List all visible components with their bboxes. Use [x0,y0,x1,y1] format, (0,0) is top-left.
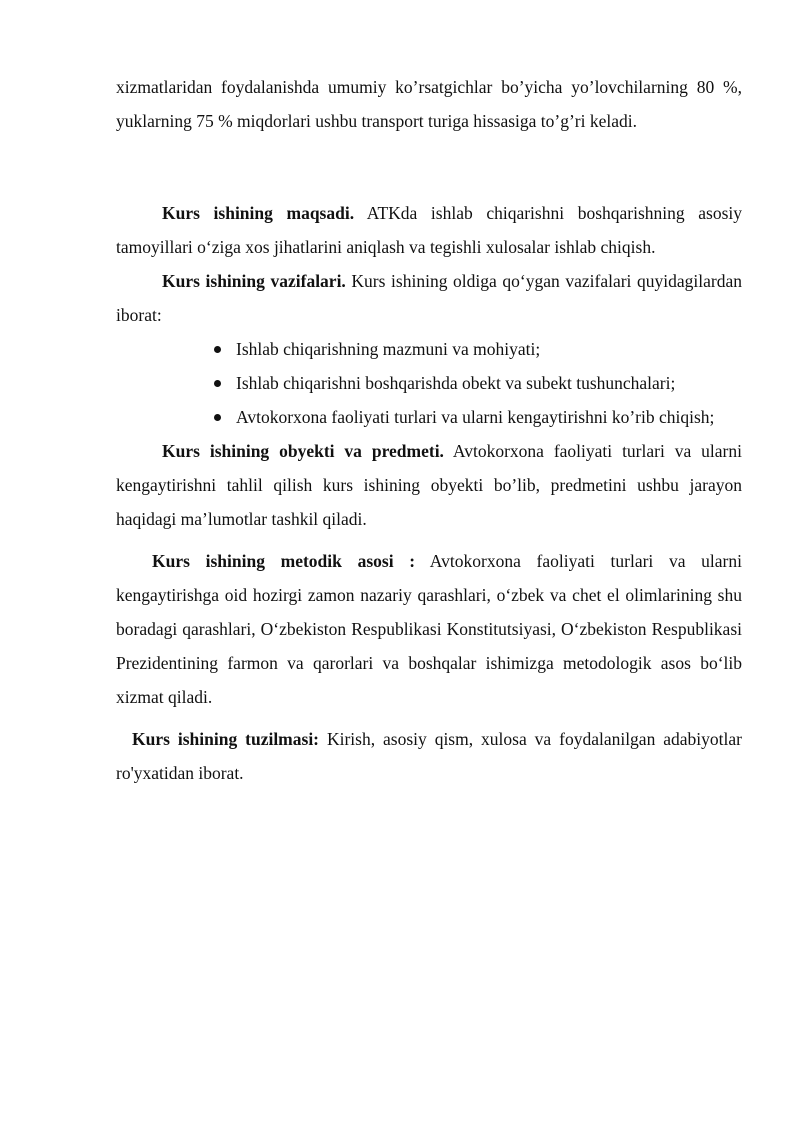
bullet-icon [214,346,221,353]
tasks-paragraph [116,264,742,332]
list-item-text: Avtokorxona faoliyati turlari va ularni kengaytirishni ko’rib chiqish; [236,407,715,427]
bullet-icon [214,380,221,387]
list-item [214,332,742,366]
list-item-text: Ishlab chiqarishning mazmuni va mohiyati; [236,339,541,359]
object-text: Avtokorxona faoliyati turlari va ularni kengaytirishni tahlil qilish kurs ishining obyekti bo’lib, predmetini ushbu jarayon haqidagi ma’lumotlar tashkil qiladi. [116,441,742,529]
object-paragraph [116,434,742,536]
list-item [214,400,742,434]
list-item [214,366,742,400]
list-item-text: Ishlab chiqarishni boshqarishda obekt va subekt tushunchalari; [236,373,676,393]
tasks-text: Kurs ishining oldiga qo‘ygan vazifalari quyidagilardan iborat: [116,271,742,325]
method-heading: Kurs ishining metodik asosi : [152,551,416,571]
document-page [116,70,742,790]
intro-paragraph [116,70,742,138]
bullet-icon [214,414,221,421]
structure-text: Kirish, asosiy qism, xulosa va foydalanilgan adabiyotlar ro'yxatidan iborat. [116,729,742,783]
goal-text: ATKda ishlab chiqarishni boshqarishning asosiy tamoyillari o‘ziga xos jihatlarini aniqlash va tegishli xulosalar ishlab chiqish. [116,203,743,257]
object-heading: Kurs ishining obyekti va predmeti. [162,441,444,461]
structure-paragraph [116,722,742,790]
tasks-list [116,332,742,434]
goal-paragraph [116,196,742,264]
tasks-heading: Kurs ishining vazifalari. [162,271,346,291]
method-text: Avtokorxona faoliyati turlari va ularni kengaytirishga oid hozirgi zamon nazariy qarashlari, o‘zbek va chet el olimlarining shu boradagi qarashlari, O‘zbekiston Respublikasi Konstitutsiyasi, O‘zbekiston Respublikasi Prezidentining farmon va qarorlari va boshqalar ishimizga metodologik asos bo‘lib xizmat qiladi. [116,551,742,707]
intro-text: xizmatlaridan foydalanishda umumiy ko’rsatgichlar bo’yicha yo’lovchilarning 80 %, yuklarning 75 % miqdorlari ushbu transport turiga hissasiga to’g’ri keladi. [116,77,742,131]
goal-heading: Kurs ishining maqsadi. [162,203,355,223]
structure-heading: Kurs ishining tuzilmasi: [132,729,320,749]
method-paragraph [116,544,742,714]
